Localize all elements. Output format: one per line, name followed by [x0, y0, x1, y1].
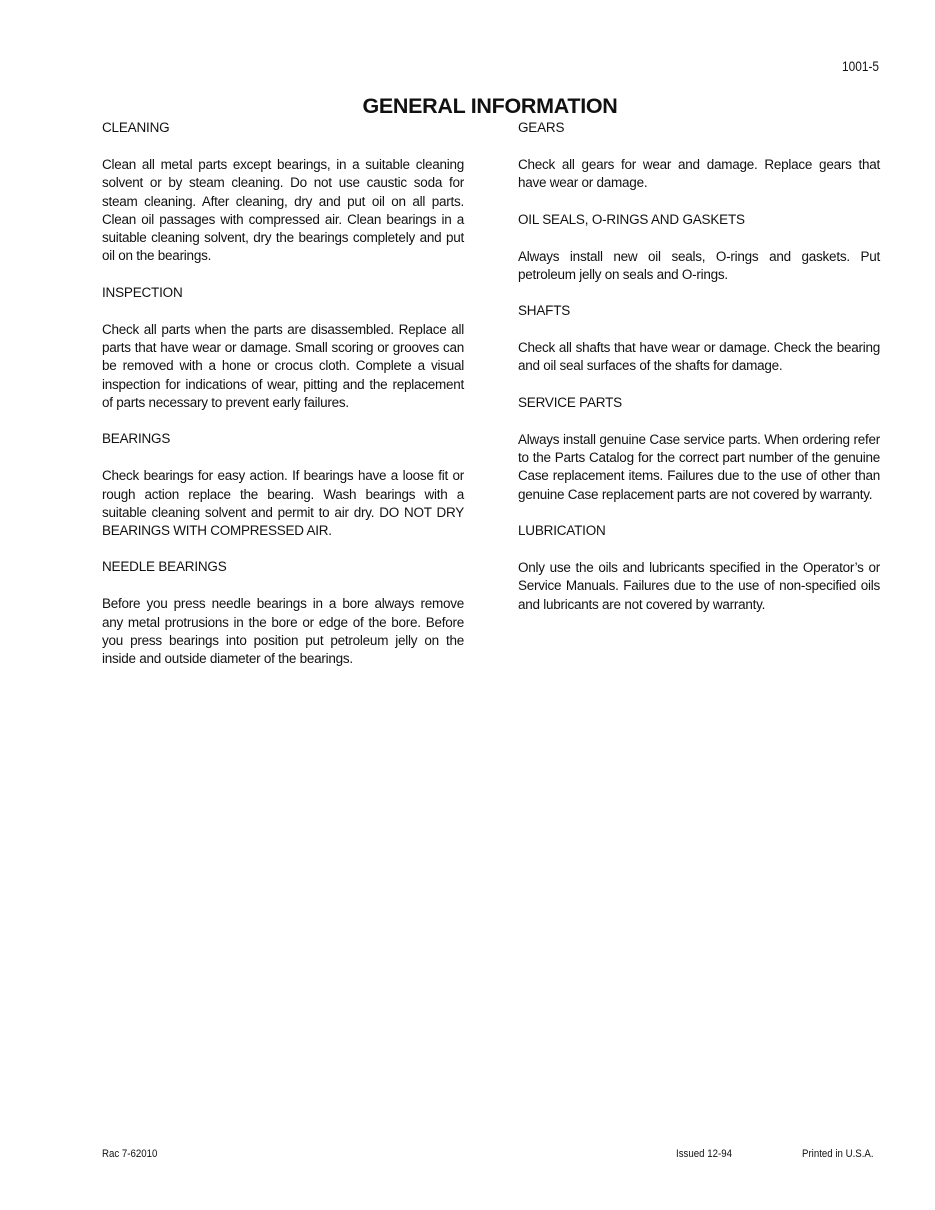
- footer-printed-in: Printed in U.S.A.: [802, 1148, 874, 1160]
- section-oil-seals: [518, 211, 880, 285]
- right-column: [518, 119, 880, 632]
- section-needle-bearings: [102, 558, 464, 668]
- section-bearings: [102, 430, 464, 540]
- section-heading: OIL SEALS, O-RINGS AND GASKETS: [518, 211, 745, 227]
- section-body: Clean all metal parts except bearings, in a suitable cleaning solvent or by steam cleaning. Do not use caustic soda for steam cleaning. After cleaning, dry and put oil on all parts. Clean oil passages with compressed air. Clean bearings in a suitable cleaning solvent, dry the bearings completely and put oil on the bearings.: [102, 157, 464, 264]
- section-heading: SERVICE PARTS: [518, 394, 622, 410]
- section-body: Always install new oil seals, O-rings and gaskets. Put petroleum jelly on seals and O-rings.: [518, 248, 880, 282]
- section-heading: GEARS: [518, 120, 565, 135]
- section-body: Only use the oils and lubricants specified in the Operator’s or Service Manuals. Failures due to the use of non-specified oils and lubricants are not covered by warranty.: [518, 559, 880, 612]
- section-inspection: [102, 284, 464, 412]
- section-body: Check all shafts that have wear or damage. Check the bearing and oil seal surfaces of the shafts for damage.: [518, 340, 880, 374]
- section-heading: CLEANING: [102, 120, 170, 135]
- page-number: 1001-5: [841, 59, 879, 74]
- section-cleaning: [102, 119, 464, 266]
- footer-issued-date: Issued 12-94: [676, 1148, 732, 1160]
- left-column: [102, 119, 464, 687]
- section-heading: INSPECTION: [102, 284, 183, 300]
- section-heading: BEARINGS: [102, 431, 171, 447]
- section-heading: NEEDLE BEARINGS: [102, 559, 227, 575]
- section-heading: LUBRICATION: [518, 522, 606, 538]
- section-body: Check all gears for wear and damage. Replace gears that have wear or damage.: [518, 157, 880, 191]
- section-lubrication: [518, 522, 880, 614]
- section-heading: SHAFTS: [518, 303, 571, 319]
- page-title: GENERAL INFORMATION: [362, 94, 618, 119]
- section-body: Before you press needle bearings in a bore always remove any metal protrusions in the bore or edge of the bore. Before you press bearings into position put petroleum jelly on the inside and outside diameter of the bearings.: [102, 596, 464, 667]
- section-service-parts: [518, 394, 880, 504]
- footer-doc-number: Rac 7-62010: [102, 1148, 158, 1160]
- section-body: Check all parts when the parts are disassembled. Replace all parts that have wear or damage. Small scoring or grooves can be removed with a hone or crocus cloth. Complete a visual inspection for indications of wear, pitting and the replacement of parts necessary to prevent early failures.: [102, 321, 464, 410]
- section-gears: [518, 119, 880, 193]
- section-shafts: [518, 302, 880, 376]
- section-body: Always install genuine Case service parts. When ordering refer to the Parts Catalog for the correct part number of the genuine Case replacement items. Failures due to the use of other than genuine Case replacement parts are not covered by warranty.: [518, 431, 880, 502]
- section-body: Check bearings for easy action. If bearings have a loose fit or rough action replace the bearing. Wash bearings with a suitable cleaning solvent and permit to air dry. DO NOT DRY BEARINGS WITH COMPRESSED AIR.: [102, 468, 464, 539]
